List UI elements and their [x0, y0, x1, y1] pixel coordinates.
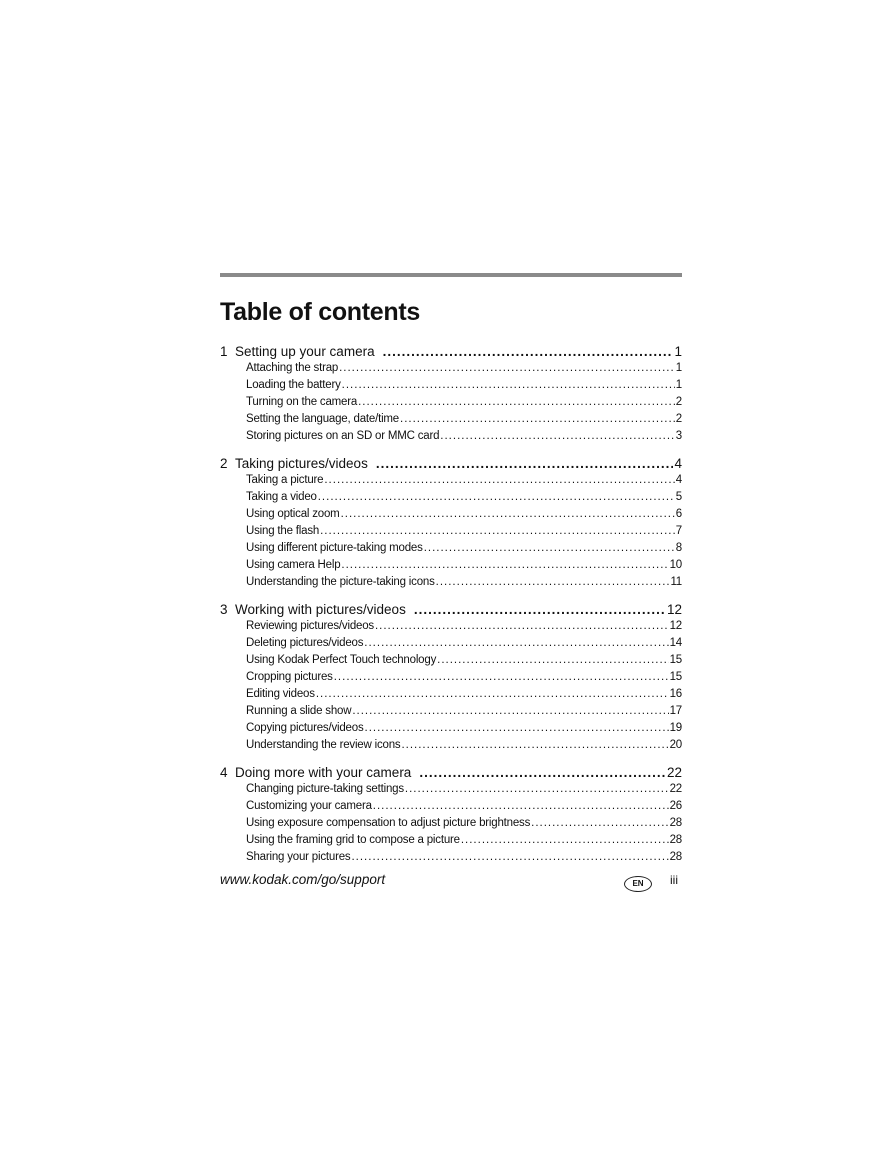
entry-page-number: 14	[669, 637, 682, 649]
chapter-page-number: 1	[674, 344, 682, 359]
entry-label: Turning on the camera	[246, 396, 358, 408]
entry-page-number: 10	[669, 559, 682, 571]
entry-label: Customizing your camera	[246, 800, 372, 812]
dot-leader	[341, 506, 675, 523]
top-rule	[220, 273, 682, 277]
entry-label: Using the flash	[246, 525, 320, 537]
toc-chapter-heading[interactable]	[220, 764, 682, 781]
toc-entry[interactable]	[220, 686, 682, 703]
entry-label: Attaching the strap	[246, 362, 339, 374]
toc-entry[interactable]	[220, 360, 682, 377]
toc-entry[interactable]	[220, 574, 682, 591]
toc-entry[interactable]	[220, 472, 682, 489]
entry-page-number: 1	[675, 362, 682, 374]
dot-leader	[339, 360, 675, 377]
entry-page-number: 22	[669, 783, 682, 795]
toc-entry[interactable]	[220, 832, 682, 849]
dot-leader	[436, 574, 670, 591]
entry-label: Using the framing grid to compose a picture	[246, 834, 460, 846]
dot-leader	[424, 540, 675, 557]
entry-page-number: 8	[675, 542, 682, 554]
entry-label: Deleting pictures/videos	[246, 637, 364, 649]
toc-entry[interactable]	[220, 557, 682, 574]
toc-chapter	[220, 455, 682, 591]
entry-label: Understanding the review icons	[246, 739, 401, 751]
toc-entry[interactable]	[220, 815, 682, 832]
dot-leader	[316, 686, 669, 703]
toc-entry[interactable]	[220, 652, 682, 669]
dot-leader	[318, 489, 675, 506]
dot-leader	[461, 832, 669, 849]
toc-page	[220, 273, 682, 876]
entry-page-number: 4	[675, 474, 682, 486]
dot-leader	[414, 601, 666, 618]
dot-leader	[334, 669, 669, 686]
toc-entry[interactable]	[220, 540, 682, 557]
entry-label: Using optical zoom	[246, 508, 340, 520]
toc-entry[interactable]	[220, 523, 682, 540]
chapter-number: 1	[220, 344, 228, 359]
footer-page-number: iii	[670, 873, 678, 887]
entry-label: Using different picture-taking modes	[246, 542, 423, 554]
entry-page-number: 3	[675, 430, 682, 442]
dot-leader	[364, 635, 668, 652]
dot-leader	[376, 455, 674, 472]
entry-label: Using exposure compensation to adjust picture brightness	[246, 817, 531, 829]
toc-chapter-heading[interactable]	[220, 455, 682, 472]
chapter-page-number: 12	[666, 602, 682, 617]
toc-entry[interactable]	[220, 720, 682, 737]
chapter-title: Working with pictures/videos	[235, 602, 406, 617]
toc-entry[interactable]	[220, 411, 682, 428]
language-badge: EN	[624, 876, 652, 892]
entry-page-number: 2	[675, 413, 682, 425]
toc-entry[interactable]	[220, 506, 682, 523]
toc-entry[interactable]	[220, 737, 682, 754]
entry-label: Understanding the picture-taking icons	[246, 576, 435, 588]
entry-label: Using camera Help	[246, 559, 341, 571]
entry-page-number: 15	[669, 671, 682, 683]
toc-entry[interactable]	[220, 377, 682, 394]
dot-leader	[383, 343, 674, 360]
toc-chapter-heading[interactable]	[220, 601, 682, 618]
entry-page-number: 12	[669, 620, 682, 632]
entry-label: Taking a video	[246, 491, 317, 503]
entry-page-number: 17	[669, 705, 682, 717]
entry-label: Running a slide show	[246, 705, 352, 717]
entry-page-number: 20	[669, 739, 682, 751]
entry-page-number: 15	[669, 654, 682, 666]
entry-page-number: 28	[669, 834, 682, 846]
entry-page-number: 28	[669, 851, 682, 863]
dot-leader	[373, 798, 669, 815]
toc-entry[interactable]	[220, 703, 682, 720]
dot-leader	[437, 652, 668, 669]
dot-leader	[375, 618, 669, 635]
chapter-page-number: 22	[666, 765, 682, 780]
dot-leader	[320, 523, 675, 540]
entry-label: Editing videos	[246, 688, 315, 700]
dot-leader	[531, 815, 668, 832]
dot-leader	[352, 703, 668, 720]
entry-label: Sharing your pictures	[246, 851, 351, 863]
entry-label: Cropping pictures	[246, 671, 333, 683]
toc-entry[interactable]	[220, 618, 682, 635]
entry-label: Reviewing pictures/videos	[246, 620, 374, 632]
toc-list	[220, 343, 682, 866]
dot-leader	[342, 377, 675, 394]
chapter-number: 4	[220, 765, 228, 780]
page-footer	[220, 872, 682, 892]
entry-page-number: 2	[675, 396, 682, 408]
chapter-number: 3	[220, 602, 228, 617]
dot-leader	[419, 764, 666, 781]
entry-label: Changing picture-taking settings	[246, 783, 404, 795]
entry-page-number: 19	[669, 722, 682, 734]
toc-entry[interactable]	[220, 781, 682, 798]
footer-url[interactable]: www.kodak.com/go/support	[220, 872, 386, 887]
chapter-title: Taking pictures/videos	[235, 456, 368, 471]
chapter-title: Setting up your camera	[235, 344, 375, 359]
dot-leader	[400, 411, 675, 428]
dot-leader	[401, 737, 668, 754]
toc-entry[interactable]	[220, 798, 682, 815]
toc-chapter	[220, 343, 682, 445]
dot-leader	[365, 720, 669, 737]
page-title: Table of contents	[220, 298, 421, 326]
entry-page-number: 11	[670, 576, 682, 588]
chapter-page-number: 4	[674, 456, 682, 471]
toc-entry[interactable]	[220, 635, 682, 652]
dot-leader	[405, 781, 669, 798]
entry-label: Using Kodak Perfect Touch technology	[246, 654, 437, 666]
entry-page-number: 5	[675, 491, 682, 503]
entry-label: Storing pictures on an SD or MMC card	[246, 430, 440, 442]
entry-label: Loading the battery	[246, 379, 341, 391]
entry-page-number: 16	[669, 688, 682, 700]
entry-page-number: 7	[675, 525, 682, 537]
chapter-title: Doing more with your camera	[235, 765, 412, 780]
toc-chapter	[220, 601, 682, 754]
dot-leader	[341, 557, 668, 574]
toc-entry[interactable]	[220, 489, 682, 506]
toc-chapter-heading[interactable]	[220, 343, 682, 360]
dot-leader	[358, 394, 675, 411]
dot-leader	[324, 472, 674, 489]
toc-entry[interactable]	[220, 669, 682, 686]
toc-chapter	[220, 764, 682, 866]
dot-leader	[440, 428, 675, 445]
entry-label: Setting the language, date/time	[246, 413, 399, 425]
entry-label: Taking a picture	[246, 474, 324, 486]
toc-entry[interactable]	[220, 394, 682, 411]
entry-label: Copying pictures/videos	[246, 722, 364, 734]
chapter-number: 2	[220, 456, 228, 471]
dot-leader	[351, 849, 668, 866]
toc-entry[interactable]	[220, 428, 682, 445]
entry-page-number: 28	[669, 817, 682, 829]
entry-page-number: 26	[669, 800, 682, 812]
entry-page-number: 6	[675, 508, 682, 520]
toc-entry[interactable]	[220, 849, 682, 866]
entry-page-number: 1	[675, 379, 682, 391]
